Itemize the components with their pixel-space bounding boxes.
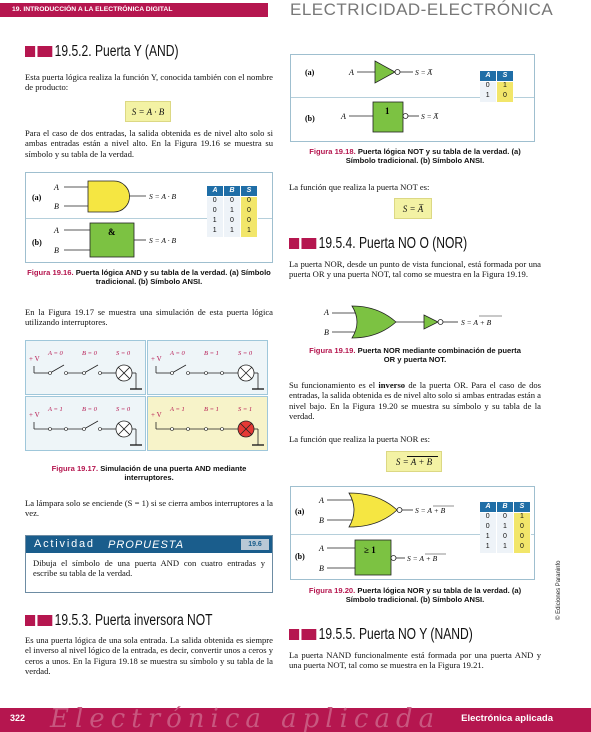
page-header [0,0,591,20]
svg-text:(a): (a) [295,507,305,516]
heading-marker-icon [289,629,299,640]
figure-19-20-caption: Figura 19.20. Puerta lógica NOR y su tabla de la verdad. (a) Símbolo tradicional. (b) Símbolo ANSI. [308,586,522,605]
and-output-label: S = A · B [149,192,177,201]
figure-19-20 [290,486,535,580]
svg-text:S = A̅: S = A̅ [421,112,439,121]
heading-marker-icon [37,615,52,626]
svg-text:S = A̅: S = A̅ [415,68,433,77]
svg-text:A: A [319,496,324,505]
activity-number: 19.6 [241,539,269,550]
not-gate-icon [375,61,395,83]
svg-text:B = 1: B = 1 [204,350,219,357]
svg-text:B: B [319,516,324,525]
figure-19-18-caption: Figura 19.18. Puerta lógica NOT y su tabla de la verdad. (a) Símbolo tradicional. (b) Símbolo ANSI. [309,147,521,166]
svg-text:(b): (b) [295,552,305,561]
overline [407,456,438,457]
activity-body: Dibuja el símbolo de una puerta AND con cuatro entradas y escribe su tabla de la verdad. [33,558,265,579]
svg-text:(a): (a) [305,68,315,77]
figure-19-16-caption: Figura 19.16. Puerta lógica AND y su tabla de la verdad. (a) Símbolo tradicional. (b) Símbolo ANSI. [27,268,271,287]
simulation-panel-1 [25,340,146,395]
not-truth-table: A S 0 1 1 0 [479,70,514,102]
activity-box [25,535,273,593]
figure-19-16 [25,172,273,263]
page-number: 322 [10,713,26,723]
svg-text:B = 1: B = 1 [204,406,219,413]
svg-text:S = A + B: S = A + B [415,506,446,515]
and-truth-table: A B S 0 0 0 0 1 0 1 0 0 1 1 1 [206,185,258,237]
svg-text:S = 0: S = 0 [238,350,253,357]
svg-text:S = 0: S = 0 [116,350,131,357]
heading-not: 19.5.3. Puerta inversora NOT [25,612,213,631]
and-output-label: S = A · B [149,236,177,245]
figure-19-19-diagram [318,304,518,342]
svg-text:A: A [349,68,354,77]
activity-title: Actividad [34,538,95,550]
page-footer [0,704,591,732]
ansi-symbol: & [108,227,116,237]
figure-19-19-caption: Figura 19.19. Puerta NOR mediante combinación de puerta OR y puerta NOT. [309,346,521,365]
nand-intro: La puerta NAND funcionalmente está formada por una puerta AND y una puerta NOT, tal como se muestra en la Figura 19.21. [289,650,541,671]
or-gate-icon [352,306,396,338]
heading-marker-icon [289,238,299,249]
nor-function-text: La función que realiza la puerta NOR es: [289,434,431,444]
svg-text:+ V: + V [151,411,162,419]
activity-subtitle: PROPUESTA [108,539,185,551]
svg-text:A: A [324,308,329,317]
heading-marker-icon [301,629,316,640]
and-intro: Esta puerta lógica realiza la función Y, conocida también con el nombre de producto: [25,72,273,93]
nor-formula: S = A + B [386,451,442,472]
svg-text:A = 0: A = 0 [170,350,185,357]
svg-text:+ V: + V [29,355,40,363]
svg-text:S = 1: S = 1 [238,406,253,413]
figure-19-17-caption: Figura 19.17. Simulación de una puerta AND mediante interruptores. [51,464,247,483]
svg-text:A = 1: A = 1 [170,406,185,413]
svg-text:(b): (b) [305,114,315,123]
svg-text:A: A [319,544,324,553]
input-b-label: B [54,202,59,211]
copyright-notice: © Ediciones Paraninfo [556,560,562,620]
and-formula: S = A · B [125,101,171,122]
heading-marker-icon [25,46,35,57]
svg-text:S = 0: S = 0 [116,406,131,413]
figure-19-18 [290,54,535,142]
activity-header [26,536,272,553]
nor-intro: La puerta NOR, desde un punto de vista funcional, está formada por una puerta OR y una puerta NOT, tal como se muestra en la Figura 19.19. [289,259,541,280]
svg-text:A = 1: A = 1 [48,406,63,413]
svg-text:A: A [341,112,346,121]
simulation-panel-2 [147,340,268,395]
and-gate-icon [88,181,130,212]
footer-watermark: Electrónica aplicada [50,704,441,732]
svg-text:≥ 1: ≥ 1 [364,545,376,555]
heading-marker-icon [25,615,35,626]
not-function-text: La función que realiza la puerta NOT es: [289,182,430,192]
section-label: 19. INTRODUCCIÓN A LA ELECTRÓNICA DIGITAL [0,3,268,17]
lamp-note: La lámpara solo se enciende (S = 1) si se cierra ambos interruptores a la vez. [25,498,273,519]
nor-description: Su funcionamiento es el inverso de la puerta OR. Para el caso de dos entradas, la salida obtenida es de nivel alto solo si ambas entradas están a nivel bajo. En la Figura 19.20 se muestra su símbolo y su tabla de la verdad. [289,380,542,422]
and-description: Para el caso de dos entradas, la salida obtenida es de nivel alto solo si ambas entradas están a nivel alto. En la Figura 19.16 se muestra su símbolo y su tabla de la verdad. [25,128,273,159]
svg-text:B = 0: B = 0 [82,406,97,413]
svg-text:B: B [319,564,324,573]
not-formula: S = A̅ [394,198,432,219]
heading-nand: 19.5.5. Puerta NO Y (NAND) [289,626,473,645]
input-a-label: A [54,226,59,235]
svg-text:1: 1 [385,106,390,116]
input-b-label: B [54,246,59,255]
simulation-panel-3 [25,396,146,451]
heading-marker-icon [301,238,316,249]
heading-marker-icon [37,46,52,57]
header-banner: ELECTRICIDAD-ELECTRÓNICA [290,0,554,19]
footer-title: Electrónica aplicada [461,713,553,724]
svg-text:S = A + B: S = A + B [461,318,492,327]
not-description: Es una puerta lógica de una sola entrada. La salida obtenida es siempre el inverso al nivel lógico de la entrada, es decir, convertir unos a ceros y ceros a unos. En la Figura 19.18 se muestra su símbolo y su tabla de la verdad. [25,635,273,677]
svg-text:+ V: + V [151,355,162,363]
not-gate-icon [424,315,438,329]
svg-text:B = 0: B = 0 [82,350,97,357]
label-b: (b) [32,238,42,247]
label-a: (a) [32,193,42,202]
input-a-label: A [54,183,59,192]
svg-text:+ V: + V [29,411,40,419]
svg-text:S = A + B: S = A + B [407,554,438,563]
svg-text:B: B [324,328,329,337]
simulation-panel-4 [147,396,268,451]
heading-nor: 19.5.4. Puerta NO O (NOR) [289,235,467,254]
svg-text:A = 0: A = 0 [48,350,63,357]
heading-and: 19.5.2. Puerta Y (AND) [25,43,179,62]
nor-truth-table: A B S 0 0 1 0 1 0 1 0 0 1 1 0 [479,501,531,553]
nor-gate-icon [349,493,397,527]
and-simulation-intro: En la Figura 19.17 se muestra una simulación de esta puerta lógica utilizando interruptores. [25,307,273,328]
